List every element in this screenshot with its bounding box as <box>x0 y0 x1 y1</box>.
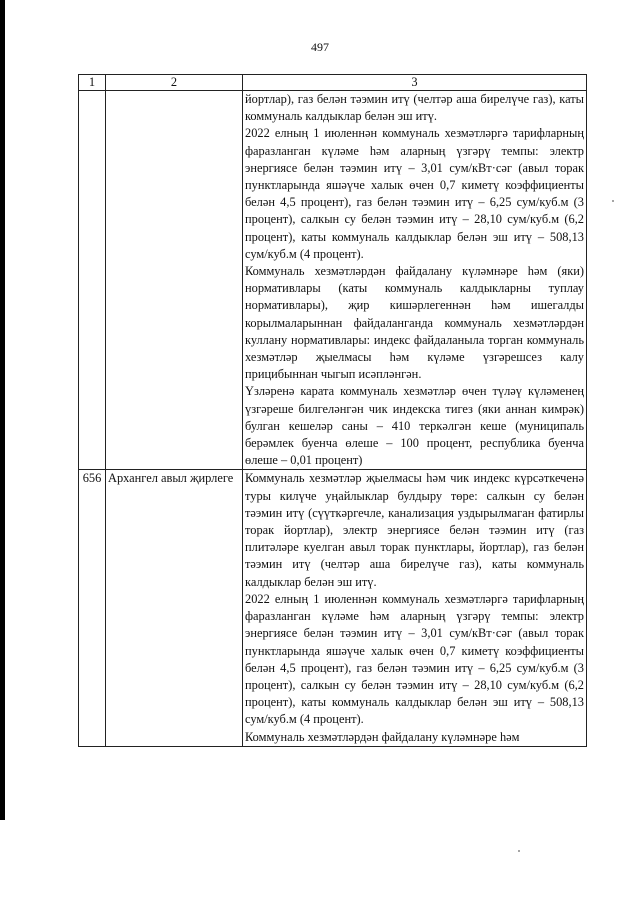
scan-speck <box>518 850 520 852</box>
settlement-name: Архангел авыл җирлеге <box>106 470 243 746</box>
description-cell <box>243 470 587 746</box>
description-paragraph: Коммуналь хезмәтләрдән файдалану күләмнәре һәм <box>245 729 520 744</box>
description-cell <box>243 91 587 470</box>
settlement-name <box>106 91 243 470</box>
column-header-2: 2 <box>106 75 243 91</box>
description-paragraph: 2022 елның 1 июленнән коммуналь хезмәтләргә тарифларның фаразланган күләме һәм аларның үзгәрү темпы: электр энергиясе белән тәэмин итү – 3,01 сум/кВт·сәг (авыл торак пунктларында яшәүче халык өчен 0,7 киметү коэффициенты белән 4,5 процент), газ белән тәэмин итү – 6,25 сум/куб.м (3 процент), салкын су белән тәэмин итү – 28,10 сум/куб.м (6,2 процент), каты коммуналь калдыклар белән эш итү – 508,13 сум/куб.м (4 процент). <box>245 591 584 727</box>
description-paragraph: Коммуналь хезмәтләрдән файдалану күләмнәре һәм (яки) нормативлары (каты коммуналь калдыкларны туплау нормативлары), җир кишәрлегеннән һәм ишегалды корылмаларыннан файдаланганда коммуналь хезмәтләрдән куллану нормативлары: индекс файдаланыла торган коммуналь хезмәтләр җыелмасы һәм күләме үзгәрешсез калу прицибыннан чыгып исәпләнгән. <box>245 264 584 382</box>
document-table <box>78 74 587 747</box>
table-header-row <box>79 75 587 91</box>
column-header-1: 1 <box>79 75 106 91</box>
table-row <box>79 470 587 746</box>
description-paragraph: Коммуналь хезмәтләр җыелмасы һәм чик индекс күрсәткеченә туры килүче уңайлыклар булдыру төре: салкын су белән тәэмин итү (сүүткәргечле, канализация уздырылмаган фатирлы торак йортлар), электр энергиясе белән тәэмин итү (газ плитәләре куелган авыл торак пунктлары, йортлар), газ белән тәэмин итү (челтәр аша бирелүче газ), каты коммуналь калдыклар белән эш итү. <box>245 471 584 589</box>
table-row <box>79 91 587 470</box>
scan-edge-bar <box>0 0 5 820</box>
column-header-3: 3 <box>243 75 587 91</box>
row-number: 656 <box>79 470 106 746</box>
row-number <box>79 91 106 470</box>
description-paragraph: Үзләренә карата коммуналь хезмәтләр өчен түләү күләменең үзгәреше билгеләнгән чик индекска тигез (яки аннан кимрәк) булган кешеләр саны – 410 теркәлгән кеше (муниципаль берәмлек буенча өлеше – 100 процент, республика буенча өлеше – 0,01 процент) <box>245 384 584 468</box>
scan-speck <box>612 200 614 202</box>
page-number: 497 <box>311 40 329 54</box>
description-paragraph: йортлар), газ белән тәэмин итү (челтәр аша бирелүче газ), каты коммуналь калдыклар белән эш итү. <box>245 92 584 124</box>
description-paragraph: 2022 елның 1 июленнән коммуналь хезмәтләргә тарифларның фаразланган күләме һәм аларның үзгәрү темпы: электр энергиясе белән тәэмин итү – 3,01 сум/кВт·сәг (авыл торак пунктларында яшәүче халык өчен 0,7 киметү коэффициенты белән 4,5 процент), газ белән тәэмин итү – 6,25 сум/куб.м (3 процент), салкын су белән тәэмин итү – 28,10 сум/куб.м (6,2 процент), каты коммуналь калдыклар белән эш итү – 508,13 сум/куб.м (4 процент). <box>245 126 584 261</box>
